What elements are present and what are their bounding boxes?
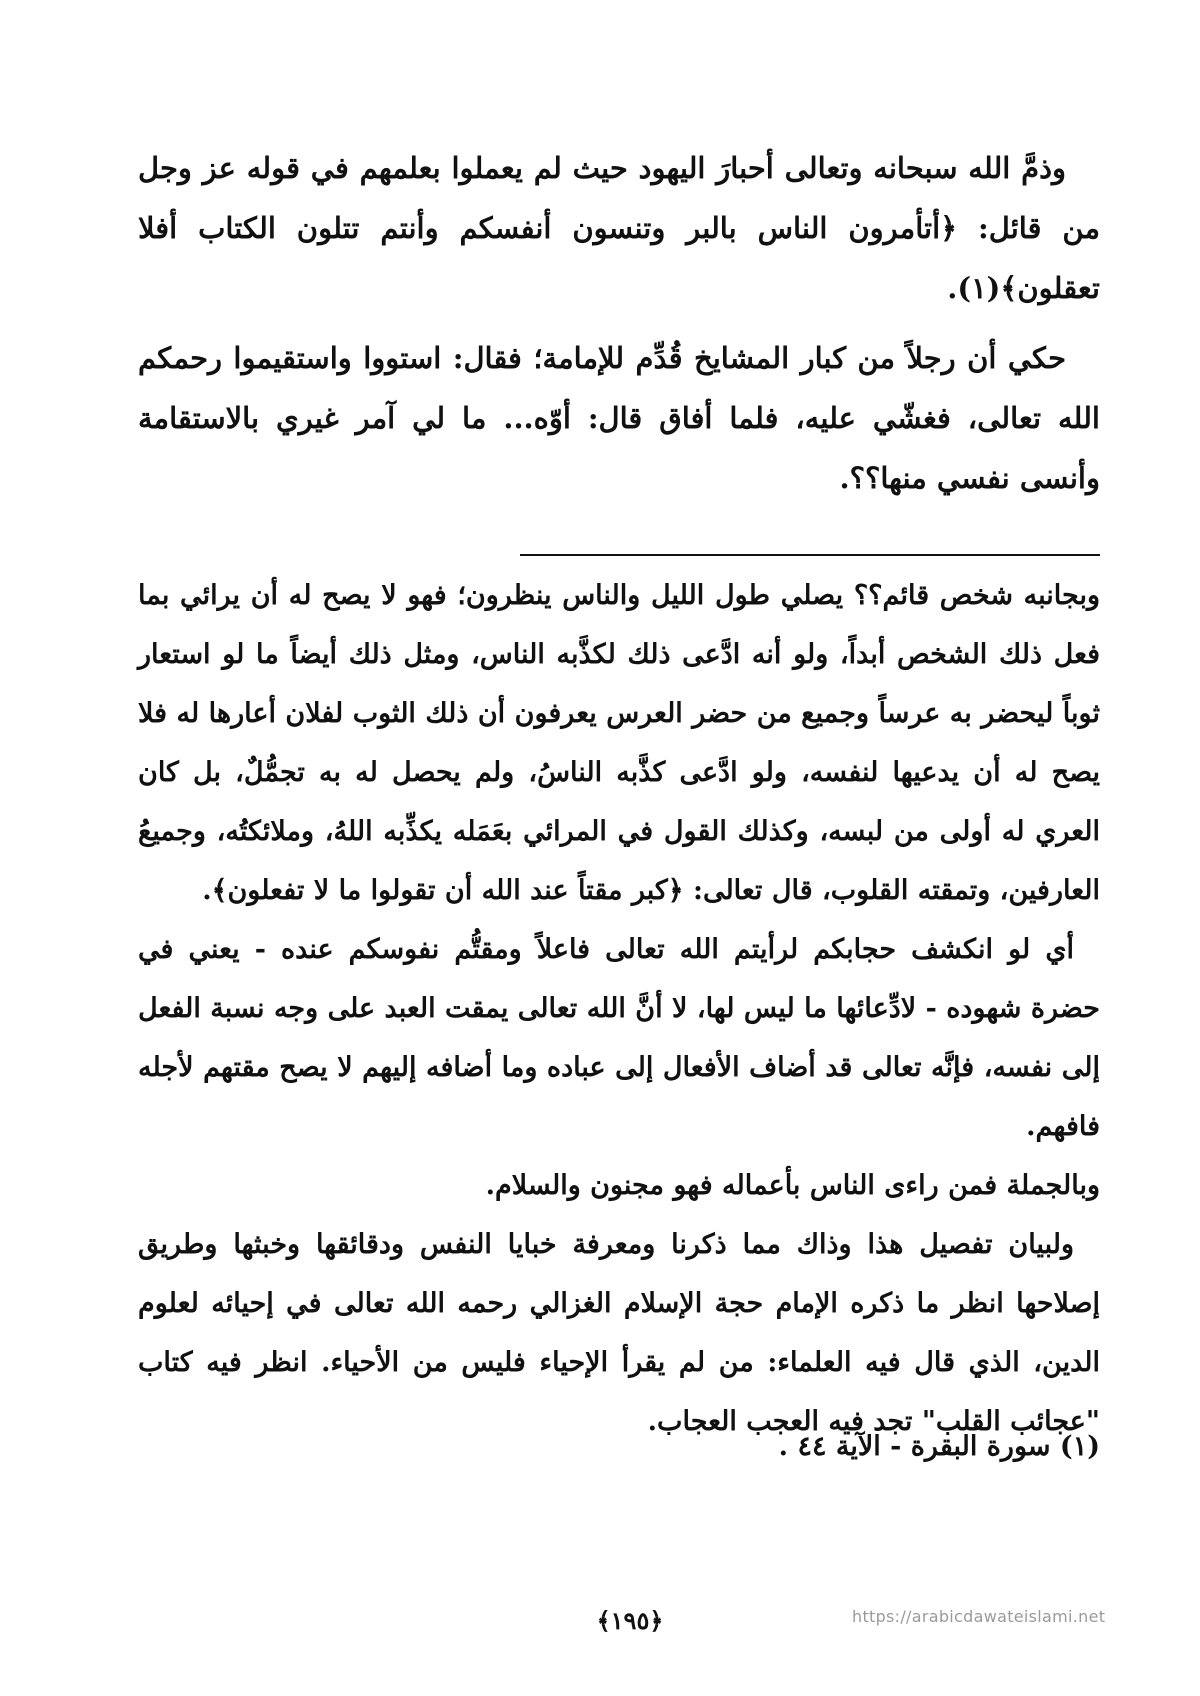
commentary-paragraph: وبالجملة فمن راءى الناس بأعماله فهو مجنون والسلام. [485,1170,1100,1201]
main-paragraph: وذمَّ الله سبحانه وتعالى أحبارَ اليهود حيث لم يعملوا بعلمهم في قوله عز وجل من قائل: ﴿أتأمرون الناس بالبر وتنسون أنفسكم وأنتم تتلون الكتاب أفلا تعقلون﴾(١). [138,151,1100,305]
commentary-paragraph: أي لو انكشف حجابكم لرأيتم الله تعالى فاعلاً ومقتُّم نفوسكم عنده - يعني في حضرة شهوده - لادِّعائها ما ليس لها، لا أنَّ الله تعالى يمقت العبد على وجه نسبة الفعل إلى نفسه، فإنَّه تعالى قد أضاف الأفعال إلى عباده وما أضافه إليهم لا يصح مقتهم لأجله فافهم. [138,934,1100,1142]
commentary-block [138,566,1100,1451]
main-text-block [138,138,1100,508]
commentary-paragraph: وبجانبه شخص قائم؟؟ يصلي طول الليل والناس ينظرون؛ فهو لا يصح له أن يرائي بما فعل ذلك الشخص أبداً، ولو أنه ادَّعى ذلك لكذَّبه الناس، ومثل ذلك أيضاً ما لو استعار ثوباً ليحضر به عرساً وجميع من حضر العرس يعرفون أن ذلك الثوب لفلان أعارها له فلا يصح له أن يدعيها لنفسه، ولو ادَّعى كذَّبه الناسُ، ولم يحصل له به تجمُّلٌ، بل كان العري له أولى من لبسه، وكذلك القول في المرائي بعَمَله يكذِّبه اللهُ، وملائكتُه، وجميعُ العارفين، وتمقته القلوب، قال تعالى: ﴿كبر مقتاً عند الله أن تقولوا ما لا تفعلون﴾. [138,580,1100,906]
footnote-separator-line [520,554,1100,556]
page-number: ﴿١٩٥﴾ [596,1606,664,1635]
main-paragraph: حكي أن رجلاً من كبار المشايخ قُدِّم للإمامة؛ فقال: استووا واستقيموا رحمكم الله تعالى، فغشّي عليه، فلما أفاق قال: أوّه... ما لي آمر غيري بالاستقامة وأنسى نفسي منها؟؟. [138,341,1100,495]
footnote: (١) سورة البقرة - الآية ٤٤ . [778,1431,1100,1462]
watermark-url: https://arabicdawateislami.net [852,1607,1106,1626]
commentary-paragraph: ولبيان تفصيل هذا وذاك مما ذكرنا ومعرفة خبايا النفس ودقائقها وخبثها وطريق إصلاحها انظر ما ذكره الإمام حجة الإسلام الغزالي رحمه الله تعالى في إحيائه لعلوم الدين، الذي قال فيه العلماء: من لم يقرأ الإحياء فليس من الأحياء. انظر فيه كتاب "عجائب القلب" تجد فيه العجب العجاب. [138,1229,1100,1437]
